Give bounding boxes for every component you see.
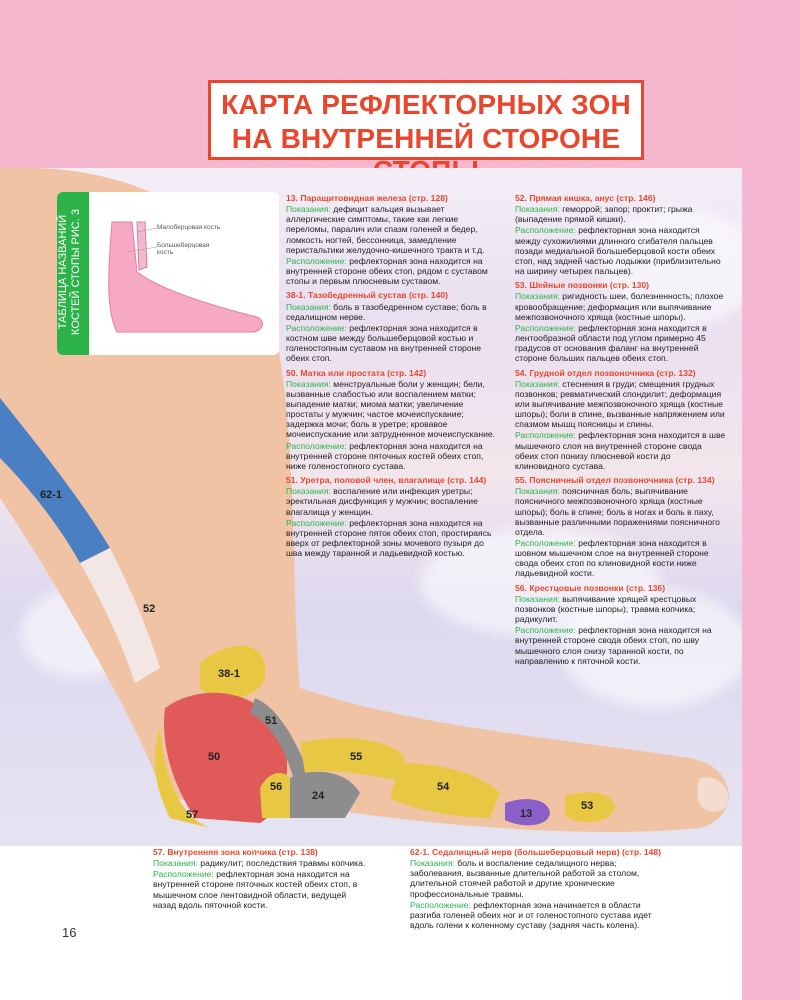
- column-right: [515, 193, 727, 670]
- entry-indications: [286, 486, 499, 516]
- page-title-line-1: КАРТА РЕФЛЕКТОРНЫХ ЗОН: [221, 89, 631, 120]
- bone-diagram: [57, 192, 279, 355]
- entry-heading: 56. Крестцовые позвонки (стр. 136): [515, 582, 666, 593]
- bone-diagram-card: [57, 192, 279, 355]
- page-number: 16: [62, 925, 77, 940]
- entry-location: [515, 225, 727, 276]
- entry-location: [515, 430, 727, 471]
- indications-label: Показания:: [515, 378, 560, 389]
- indications-label: Показания:: [515, 486, 560, 497]
- zone-label-13: 13: [520, 808, 533, 820]
- zone-label-57: 57: [186, 809, 199, 821]
- entry-heading: 54. Грудной отдел позвоночника (стр. 132): [515, 367, 696, 378]
- entry-heading: 50. Матка или простата (стр. 142): [286, 367, 427, 378]
- indications-label: Показания:: [286, 204, 331, 215]
- indications-text: геморрой; запор; проктит; грыжа (выпадение прямой кишки).: [515, 204, 693, 225]
- label-tibia: Большеберцовая кость: [157, 242, 210, 256]
- entry-indications: [515, 594, 727, 624]
- column-bottom-right: [410, 847, 672, 934]
- zone-label-54: 54: [437, 781, 450, 793]
- indications-label: Показания:: [286, 486, 331, 497]
- location-label: Расположение:: [286, 255, 347, 266]
- indications-text: поясничная боль; выпячивание поясничного межпозвоночного хряща (костные шпоры); боль в спине; боль в ногах и боль в паху, вызванные различными поражениями поясничного отдела.: [515, 486, 720, 537]
- entry-location: [286, 518, 499, 559]
- location-text: рефлекторная зона находится на внутренней стороне свода обеих стоп, по шву мышечного слоя снизу таранной кости, по направлению к пяточной кости.: [515, 625, 712, 666]
- location-label: Расположение:: [286, 517, 347, 528]
- indications-text: дефицит кальция вызывает аллергические симптомы, такие как легкие переломы, паралич или спазм голеней и бедер, ломкость ногтей, бессонница, замедление перистальтики желудочно-кишечного тракта и т.д.: [286, 204, 485, 255]
- entry-indications: [286, 379, 499, 440]
- location-label: Расположение:: [286, 440, 347, 451]
- zone-label-52: 52: [143, 603, 156, 615]
- indications-text: стеснения в груди; смещения грудных позвонков; ревматический спондилит; деформация или выпячивание межпозвоночного хряща (костные шпоры); боли в спине, вызванные напряжением или спазмом мышц поясницы и спины.: [515, 378, 725, 430]
- entry-indications: [515, 291, 727, 321]
- zone-label-56: 56: [270, 781, 283, 793]
- location-label: Расположение:: [515, 225, 576, 236]
- entry-location: [286, 256, 499, 286]
- location-text: рефлекторная зона находится на внутренней стороне пяточных костей обеих стоп, ниже голеностопного сустава.: [286, 440, 484, 471]
- entry-heading: 62-1. Седалищный нерв (большеберцовый нерв) (стр. 148): [410, 847, 662, 857]
- location-label: Расположение:: [410, 899, 471, 910]
- entry-location: [515, 323, 727, 364]
- entry-heading: 51. Уретра, половой член, влагалище (стр. 144): [286, 475, 487, 486]
- indications-text: радикулит; последствия травмы копчика.: [200, 858, 366, 869]
- location-text: рефлекторная зона находится на внутренней стороне обеих стоп, рядом с суставом стопы и первым плюсневым суставом.: [286, 255, 488, 287]
- entry-location: [286, 323, 499, 364]
- foot-bone-shape: [109, 222, 263, 332]
- figure-caption-bar: [57, 192, 89, 355]
- zone-label-24: 24: [312, 790, 325, 802]
- pink-side-strip: [742, 0, 800, 1000]
- indications-label: Показания:: [410, 858, 455, 869]
- location-label: Расположение:: [286, 322, 347, 333]
- page-title-line-2: НА ВНУТРЕННЕЙ СТОРОНЕ: [231, 123, 621, 154]
- location-text: рефлекторная зона находится в шве мышечного слоя на внутренней стороне свода обеих стоп понизу плюсневой кости до клиновидного сустава.: [515, 430, 726, 471]
- zone-label-53: 53: [581, 800, 594, 812]
- location-text: рефлекторная зона находится в костном шве между большеберцовой костью и голеностопным суставом на внутренней стороне обеих стоп.: [286, 322, 482, 364]
- indications-label: Показания:: [515, 291, 560, 302]
- location-text: рефлекторная зона находится в лентообразной области под углом примерно 45 градусов от основания фаланг на внутренней стороне больших пальцев обеих стоп.: [515, 322, 707, 364]
- location-text: рефлекторная зона начинается в области разгиба голеней обеих ног и от голеностопного сустава идет вдоль голени к коленному суставу (задняя часть колена).: [410, 899, 652, 931]
- zone-label-50: 50: [208, 751, 221, 763]
- location-label: Расположение:: [515, 625, 576, 636]
- indications-label: Показания:: [286, 301, 331, 312]
- zone-label-51: 51: [265, 715, 278, 727]
- entry-indications: [515, 204, 727, 224]
- indications-text: боль и воспаление седалищного нерва; заболевания, вызванные длительной работой за столом, длительной стоячей работой и другие хронические профессиональные травмы.: [410, 858, 640, 899]
- indications-label: Показания:: [286, 378, 331, 389]
- entry-location: [153, 869, 366, 910]
- entry-location: [515, 625, 727, 666]
- title-box: [208, 80, 644, 160]
- entry-location: [286, 441, 499, 471]
- entry-heading: 38-1. Тазобедренный сустав (стр. 140): [286, 290, 449, 301]
- location-label: Расположение:: [515, 322, 576, 333]
- entry-indications: [286, 204, 499, 255]
- entry-heading: 55. Поясничный отдел позвоночника (стр. 134): [515, 475, 715, 486]
- location-text: рефлекторная зона находится между сухожилиями длинного сгибателя пальцев позади медиальной большеберцовой кости обеих стоп, над задней частью лодыжки (приблизительно на ширину четырех пальцев).: [515, 225, 721, 277]
- location-text: рефлекторная зона находится на внутренней стороне пяток обеих стоп, простираясь вверх от рефлекторной зоны мочевого пузыря до шва между таранной и ладьевидной костью.: [286, 517, 492, 559]
- entry-location: [515, 538, 727, 579]
- zone-label-62-1: 62-1: [40, 489, 63, 501]
- entry-indications: [410, 858, 672, 899]
- label-fibula: Малоберцовая кость: [157, 224, 221, 231]
- fibula-shape: [137, 222, 147, 270]
- entry-location: [410, 900, 672, 930]
- location-label: Расположение:: [515, 538, 576, 548]
- entry-heading: 57. Внутренняя зона копчика (стр. 138): [153, 847, 318, 857]
- location-text: рефлекторная зона находится в шовном мышечном слое на внутренней стороне свода обеих стоп по клиновидной кости ниже ладьевидной кости.: [515, 538, 709, 579]
- entry-indications: [515, 379, 727, 430]
- indications-text: воспаление или инфекция уретры; эректильная дисфункция у мужчин; воспаление влагалища у женщин.: [286, 486, 478, 517]
- entry-heading: 52. Прямая кишка, анус (стр. 146): [515, 193, 656, 203]
- entry-heading: 13. Паращитовидная железа (стр. 128): [286, 193, 448, 203]
- indications-text: ригидность шеи, болезненность; плохое кровообращение; деформация или выпячивание межпозвоночного хряща (костные шпоры).: [515, 291, 724, 322]
- location-label: Расположение:: [515, 430, 576, 441]
- entry-heading: 53. Шейные позвонки (стр. 130): [515, 280, 649, 291]
- indications-text: выпячивание хрящей крестцовых позвонков (костные шпоры); травма копчика; радикулит.: [515, 593, 697, 625]
- column-middle: [286, 193, 499, 562]
- figure-caption: ТАБЛИЦА НАЗВАНИЙ КОСТЕЙ СТОПЫ РИС. 3: [57, 209, 82, 335]
- indications-label: Показания:: [515, 593, 560, 604]
- location-label: Расположение:: [153, 869, 214, 880]
- indications-text: боль в тазобедренном суставе; боль в седалищном нерве.: [286, 301, 487, 322]
- column-bottom-left: [153, 847, 366, 914]
- indications-text: менструальные боли у женщин; бели, вызванные слабостью или воспалением матки; выпадение матки; миома матки; увеличение простаты у мужчин; частое мочеиспускание; задержка мочи; боль в уретре; кровавое мочеиспускание или затрудненное мочеиспускание.: [286, 378, 496, 440]
- entry-indications: [153, 858, 366, 868]
- entry-indications: [286, 302, 499, 322]
- indications-label: Показания:: [153, 858, 198, 869]
- entry-indications: [515, 486, 727, 537]
- zone-label-55: 55: [350, 751, 363, 763]
- indications-label: Показания:: [515, 204, 560, 215]
- zone-label-38-1: 38-1: [218, 668, 241, 680]
- location-text: рефлекторная зона находится на внутренней стороне пяточных костей обеих стоп, в мышечном слое лентовидной области, ведущей назад вдоль пяточной кости.: [153, 869, 358, 910]
